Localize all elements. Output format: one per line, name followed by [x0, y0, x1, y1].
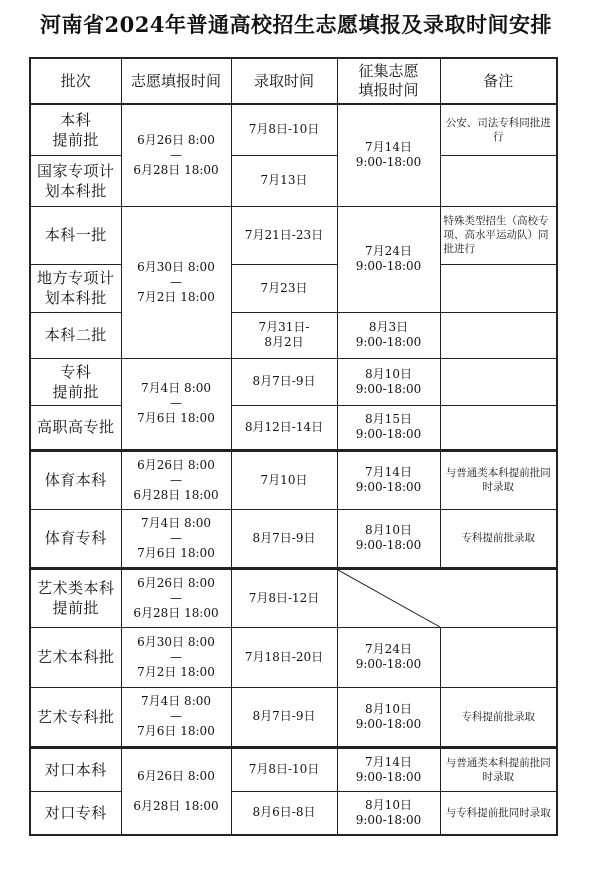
fill-time-cell: 7月4日 8:00 — 7月6日 18:00: [121, 687, 231, 747]
header-row: [30, 58, 557, 104]
solicit-time-cell: 7月24日 9:00-18:00: [337, 627, 440, 687]
solicit-time-cell: 8月10日 9:00-18:00: [337, 358, 440, 405]
schedule-table: [29, 57, 558, 836]
admit-time-cell: 7月31日- 8月2日: [231, 312, 337, 358]
batch-cell: 对口专科: [30, 791, 121, 835]
note-cell: [440, 627, 557, 687]
header-solicit-time: 征集志愿 填报时间: [337, 58, 440, 104]
schedule-table-wrapper: [29, 57, 556, 836]
diagonal-line: [338, 570, 557, 627]
solicit-time-cell: 8月10日 9:00-18:00: [337, 687, 440, 747]
fill-time-cell: 7月4日 8:00 — 7月6日 18:00: [121, 509, 231, 568]
batch-cell: 艺术专科批: [30, 687, 121, 747]
table-row: [30, 264, 557, 312]
note-cell: [440, 358, 557, 405]
table-row: [30, 312, 557, 358]
admit-time-cell: 7月18日-20日: [231, 627, 337, 687]
table-row: [30, 450, 557, 509]
admit-time-cell: 7月8日-12日: [231, 568, 337, 627]
table-row: [30, 104, 557, 155]
note-cell: [440, 405, 557, 450]
admit-time-cell: 8月12日-14日: [231, 405, 337, 450]
header-note: 备注: [440, 58, 557, 104]
table-row: [30, 206, 557, 264]
solicit-time-cell: 8月10日 9:00-18:00: [337, 791, 440, 835]
fill-time-cell: 6月26日 8:00 — 6月28日 18:00: [121, 450, 231, 509]
admit-time-cell: 8月7日-9日: [231, 687, 337, 747]
note-cell: [440, 312, 557, 358]
solicit-time-cell: 8月10日 9:00-18:00: [337, 509, 440, 568]
batch-cell: 高职高专批: [30, 405, 121, 450]
header-batch: 批次: [30, 58, 121, 104]
admit-time-cell: 7月10日: [231, 450, 337, 509]
batch-cell: 本科二批: [30, 312, 121, 358]
header-fill-time: 志愿填报时间: [121, 58, 231, 104]
table-row: [30, 358, 557, 405]
note-cell: 特殊类型招生（高校专项、高水平运动队）同批进行: [440, 206, 557, 264]
admit-time-cell: 7月8日-10日: [231, 747, 337, 791]
fill-time-cell: 6月30日 8:00 — 7月2日 18:00: [121, 206, 231, 358]
header-admit-time: 录取时间: [231, 58, 337, 104]
fill-time-cell: 7月4日 8:00 — 7月6日 18:00: [121, 358, 231, 450]
admit-time-cell: 7月13日: [231, 155, 337, 206]
batch-cell: 本科 提前批: [30, 104, 121, 155]
table-row: [30, 509, 557, 568]
note-cell: 专科提前批录取: [440, 509, 557, 568]
admit-time-cell: 7月23日: [231, 264, 337, 312]
note-cell: 专科提前批录取: [440, 687, 557, 747]
admit-time-cell: 7月8日-10日: [231, 104, 337, 155]
note-cell: [440, 264, 557, 312]
solicit-time-cell: 7月24日 9:00-18:00: [337, 206, 440, 312]
solicit-time-cell: 7月14日 9:00-18:00: [337, 747, 440, 791]
batch-cell: 专科 提前批: [30, 358, 121, 405]
batch-cell: 艺术本科批: [30, 627, 121, 687]
note-cell: 与专科提前批同时录取: [440, 791, 557, 835]
solicit-time-cell: 8月15日 9:00-18:00: [337, 405, 440, 450]
batch-cell: 艺术类本科 提前批: [30, 568, 121, 627]
batch-cell: 本科一批: [30, 206, 121, 264]
table-row: [30, 568, 557, 627]
batch-cell: 体育专科: [30, 509, 121, 568]
admit-time-cell: 8月7日-9日: [231, 509, 337, 568]
table-row: [30, 405, 557, 450]
table-row: [30, 687, 557, 747]
page-title: 河南省2024年普通高校招生志愿填报及录取时间安排: [40, 12, 552, 37]
solicit-time-cell: 8月3日 9:00-18:00: [337, 312, 440, 358]
batch-cell: 地方专项计 划本科批: [30, 264, 121, 312]
table-row: [30, 627, 557, 687]
diagonal-empty-cell: [337, 568, 557, 627]
note-cell: 与普通类本科提前批同时录取: [440, 450, 557, 509]
fill-time-cell: 6月26日 8:00 — 6月28日 18:00: [121, 568, 231, 627]
admit-time-cell: 8月6日-8日: [231, 791, 337, 835]
batch-cell: 对口本科: [30, 747, 121, 791]
table-row: [30, 791, 557, 835]
note-cell: 与普通类本科提前批同时录取: [440, 747, 557, 791]
table-row: [30, 155, 557, 206]
admit-time-cell: 7月21日-23日: [231, 206, 337, 264]
admit-time-cell: 8月7日-9日: [231, 358, 337, 405]
fill-time-cell: 6月30日 8:00 — 7月2日 18:00: [121, 627, 231, 687]
batch-cell: 体育本科: [30, 450, 121, 509]
note-cell: [440, 155, 557, 206]
solicit-time-cell: 7月14日 9:00-18:00: [337, 104, 440, 206]
fill-time-cell: 6月26日 8:00 6月28日 18:00: [121, 747, 231, 835]
solicit-time-cell: 7月14日 9:00-18:00: [337, 450, 440, 509]
fill-time-cell: 6月26日 8:00 — 6月28日 18:00: [121, 104, 231, 206]
note-cell: 公安、司法专科同批进行: [440, 104, 557, 155]
batch-cell: 国家专项计 划本科批: [30, 155, 121, 206]
table-row: [30, 747, 557, 791]
